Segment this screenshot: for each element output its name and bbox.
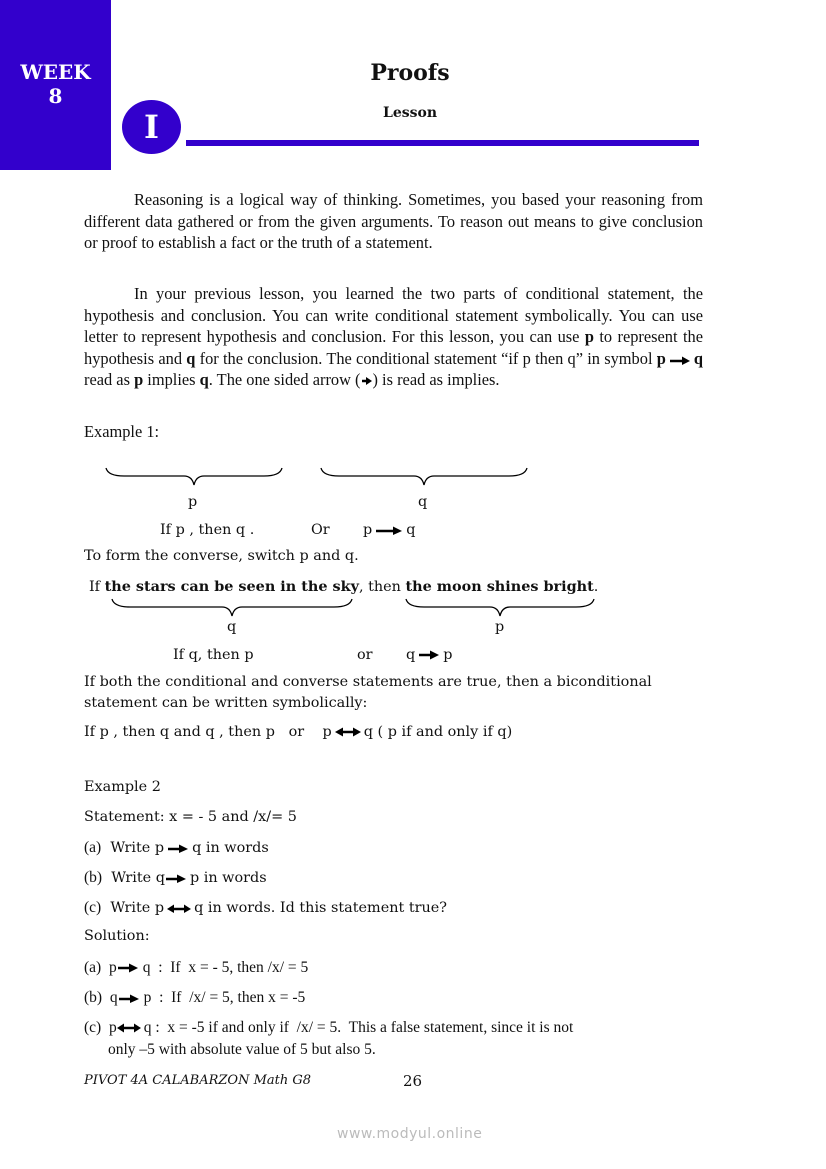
text: Write p: [110, 840, 165, 856]
biconditional-text: If both the conditional and converse statements are true, then a biconditional statement can be written symbolically:: [84, 674, 652, 711]
watermark: www.modyul.online: [337, 1126, 483, 1142]
text: In your previous lesson, you learned the two parts of conditional statement, the hypothesis and conclusion. You can write conditional statement symbolically. You can use letter to represent hypothesis and conclusion. For this lesson, you can use: [84, 284, 703, 346]
conclusion-text: the moon shines bright: [405, 578, 594, 595]
task-c: [84, 899, 447, 917]
symbolic-form: [363, 522, 415, 538]
right-arrow-icon: [361, 376, 373, 386]
text: implies: [143, 370, 200, 389]
task-b: [84, 869, 267, 887]
symbol-p: p: [443, 647, 453, 663]
example1-heading: Example 1:: [84, 422, 160, 441]
symbol-p: p: [108, 959, 117, 976]
week-number: 8: [48, 84, 63, 108]
symbol-q: q: [186, 348, 196, 368]
text: , then: [358, 579, 406, 595]
page-title: Proofs: [370, 60, 450, 86]
text: p in words: [189, 870, 267, 886]
right-arrow-icon: [117, 963, 139, 973]
text: read as: [84, 370, 135, 389]
or-label: Or: [311, 522, 330, 538]
list-label: (c): [84, 899, 102, 916]
brace-icon: [110, 597, 354, 619]
solution-c-continued: only –5 with absolute value of 5 but also 5.: [108, 1041, 376, 1058]
right-arrow-icon: [418, 650, 440, 660]
text: for the conclusion. The conditional statement “if p then q” in symbol: [195, 348, 657, 368]
text: Write q: [111, 870, 165, 886]
task-a: [84, 839, 269, 857]
right-arrow-icon: [167, 843, 189, 853]
text: q in words. Id this statement true?: [194, 900, 447, 916]
symbol-p: p: [584, 327, 594, 346]
example2-heading: Example 2: [84, 779, 161, 795]
biconditional-form: [84, 724, 512, 740]
text: p : If /x/ = 5, then x = -5: [143, 989, 306, 1006]
text: Write p: [110, 900, 165, 916]
week-label-text: WEEK: [20, 60, 91, 84]
brace-icon: [104, 466, 284, 488]
list-label: (a): [84, 839, 102, 856]
solution-c: [84, 1017, 703, 1039]
week-banner: [0, 0, 111, 170]
symbol-q: q: [693, 348, 703, 368]
converse-symbolic: [406, 647, 452, 663]
page-subtitle: Lesson: [382, 105, 438, 121]
symbol-p: p: [656, 348, 666, 368]
brace-icon: [404, 597, 596, 619]
example2-statement: Statement: x = - 5 and /x/= 5: [84, 809, 297, 825]
text: . The one sided arrow (: [208, 370, 361, 389]
list-label: (c): [84, 1019, 102, 1036]
header-rule: [186, 140, 699, 146]
or-label: or: [357, 647, 373, 663]
symbol-p: p: [108, 1019, 117, 1036]
solution-heading: Solution:: [84, 928, 150, 944]
footer-source: PIVOT 4A CALABARZON Math G8: [84, 1073, 312, 1088]
symbol-p: p: [134, 370, 144, 389]
right-arrow-icon: [375, 525, 403, 535]
section-badge: I: [122, 100, 181, 154]
list-label: (b): [84, 869, 103, 886]
symbol-q: q: [406, 647, 416, 663]
symbol-q: q: [406, 522, 416, 538]
symbol-p: p: [322, 724, 332, 740]
text: .: [593, 579, 599, 595]
intro-paragraph-1: Reasoning is a logical way of thinking. Sometimes, you based your reasoning from different data gathered or from the given arguments. To reason out means to give conclusion or proof to establish a fact or the truth of a statement.: [84, 190, 703, 252]
double-arrow-icon: [117, 1023, 141, 1033]
list-label: (b): [84, 989, 103, 1006]
week-label: [0, 60, 111, 108]
brace-label-q: q: [418, 494, 428, 510]
intro-paragraph-2: [84, 283, 703, 391]
list-label: (a): [84, 959, 102, 976]
hypothesis-text: the stars can be seen in the sky: [104, 578, 359, 595]
double-arrow-icon: [335, 727, 361, 737]
symbol-q: q: [109, 989, 118, 1006]
brace-label-p: p: [188, 494, 198, 510]
brace-icon: [319, 466, 529, 488]
text: q ( p if and only if q): [363, 724, 513, 740]
double-arrow-icon: [167, 903, 191, 913]
text: If: [89, 579, 105, 595]
page-number: 26: [403, 1072, 423, 1090]
text: If p , then q and q , then p or: [84, 724, 305, 740]
right-arrow-icon: [669, 355, 691, 365]
text: q : x = -5 if and only if /x/ = 5. This a false statement, since it is not: [143, 1019, 574, 1036]
text: ) is read as implies.: [372, 370, 500, 389]
brace-label-p: p: [495, 619, 505, 635]
form-text: If p , then q .: [160, 522, 255, 538]
text: to represent the hypothesis and: [84, 327, 703, 368]
solution-a: [84, 957, 703, 979]
converse-instruction: To form the converse, switch p and q.: [84, 548, 359, 564]
example-sentence: [89, 578, 598, 595]
right-arrow-icon: [118, 993, 140, 1003]
symbol-p: p: [363, 522, 373, 538]
solution-b: [84, 987, 703, 1009]
symbol-q: q: [199, 370, 209, 389]
converse-form: If q, then p: [173, 647, 254, 663]
right-arrow-icon: [165, 873, 187, 883]
brace-label-q: q: [227, 619, 237, 635]
text: q : If x = - 5, then /x/ = 5: [142, 959, 309, 976]
text: q in words: [192, 840, 269, 856]
